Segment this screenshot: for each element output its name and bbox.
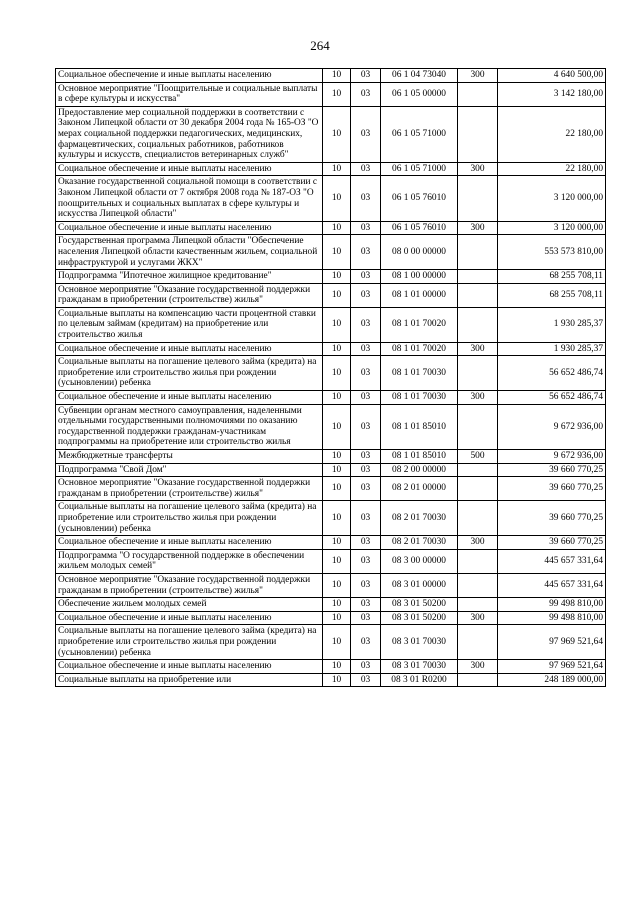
expense-type-code-cell [458, 283, 498, 307]
expense-type-code-cell: 500 [458, 450, 498, 464]
target-article-code-cell: 08 0 00 00000 [381, 235, 458, 270]
section-code-cell: 10 [323, 391, 351, 405]
section-code-cell: 10 [323, 82, 351, 106]
amount-cell: 248 189 000,00 [498, 673, 606, 687]
section-code-cell: 10 [323, 673, 351, 687]
table-row [56, 69, 606, 83]
budget-table-body [56, 69, 606, 687]
amount-cell: 4 640 500,00 [498, 69, 606, 83]
target-article-code-cell: 06 1 04 73040 [381, 69, 458, 83]
table-row [56, 463, 606, 477]
table-row [56, 235, 606, 270]
target-article-code-cell: 08 1 01 00000 [381, 283, 458, 307]
subsection-code-cell: 03 [351, 501, 381, 536]
target-article-code-cell: 06 1 05 00000 [381, 82, 458, 106]
expense-type-code-cell: 300 [458, 69, 498, 83]
expense-type-code-cell [458, 501, 498, 536]
amount-cell: 39 660 770,25 [498, 463, 606, 477]
subsection-code-cell: 03 [351, 611, 381, 625]
subsection-code-cell: 03 [351, 82, 381, 106]
budget-table [55, 68, 606, 687]
section-code-cell: 10 [323, 235, 351, 270]
section-code-cell: 10 [323, 611, 351, 625]
expenditure-name-cell: Социальное обеспечение и иные выплаты населению [56, 611, 323, 625]
amount-cell: 56 652 486,74 [498, 356, 606, 391]
expense-type-code-cell [458, 270, 498, 284]
target-article-code-cell: 08 2 01 70030 [381, 536, 458, 550]
table-row [56, 598, 606, 612]
table-row [56, 673, 606, 687]
expenditure-name-cell: Социальное обеспечение и иные выплаты населению [56, 69, 323, 83]
section-code-cell: 10 [323, 404, 351, 449]
amount-cell: 553 573 810,00 [498, 235, 606, 270]
section-code-cell: 10 [323, 270, 351, 284]
table-row [56, 307, 606, 342]
expenditure-name-cell: Социальные выплаты на компенсацию части процентной ставки по целевым займам (кредитам) на приобретение или строительство жилья [56, 307, 323, 342]
amount-cell: 1 930 285,37 [498, 342, 606, 356]
expenditure-name-cell: Обеспечение жильем молодых семей [56, 598, 323, 612]
target-article-code-cell: 08 2 01 00000 [381, 477, 458, 501]
table-row [56, 573, 606, 597]
subsection-code-cell: 03 [351, 404, 381, 449]
expense-type-code-cell [458, 549, 498, 573]
subsection-code-cell: 03 [351, 342, 381, 356]
table-row [56, 391, 606, 405]
amount-cell: 9 672 936,00 [498, 404, 606, 449]
section-code-cell: 10 [323, 501, 351, 536]
target-article-code-cell: 08 1 01 85010 [381, 450, 458, 464]
amount-cell: 9 672 936,00 [498, 450, 606, 464]
expenditure-name-cell: Основное мероприятие "Поощрительные и социальные выплаты в сфере культуры и искусства" [56, 82, 323, 106]
target-article-code-cell: 08 3 01 50200 [381, 598, 458, 612]
amount-cell: 22 180,00 [498, 162, 606, 176]
amount-cell: 22 180,00 [498, 106, 606, 162]
expenditure-name-cell: Социальные выплаты на приобретение или [56, 673, 323, 687]
amount-cell: 3 120 000,00 [498, 221, 606, 235]
subsection-code-cell: 03 [351, 549, 381, 573]
subsection-code-cell: 03 [351, 391, 381, 405]
amount-cell: 97 969 521,64 [498, 660, 606, 674]
expense-type-code-cell [458, 673, 498, 687]
section-code-cell: 10 [323, 342, 351, 356]
expense-type-code-cell: 300 [458, 391, 498, 405]
expenditure-name-cell: Предоставление мер социальной поддержки в соответствии с Законом Липецкой области от 30 декабря 2004 года № 165-ОЗ "О мерах социальной поддержки педагогических, медицинских, фармацевтических, социальных работников, работников культуры и искусств, специалистов ветеринарных служб" [56, 106, 323, 162]
expenditure-name-cell: Социальное обеспечение и иные выплаты населению [56, 391, 323, 405]
table-row [56, 549, 606, 573]
amount-cell: 39 660 770,25 [498, 536, 606, 550]
table-row [56, 477, 606, 501]
expenditure-name-cell: Подпрограмма "О государственной поддержке в обеспечении жильем молодых семей" [56, 549, 323, 573]
amount-cell: 39 660 770,25 [498, 477, 606, 501]
target-article-code-cell: 08 3 01 R0200 [381, 673, 458, 687]
subsection-code-cell: 03 [351, 536, 381, 550]
expenditure-name-cell: Социальное обеспечение и иные выплаты населению [56, 342, 323, 356]
expenditure-name-cell: Социальное обеспечение и иные выплаты населению [56, 660, 323, 674]
expense-type-code-cell [458, 598, 498, 612]
target-article-code-cell: 08 1 01 85010 [381, 404, 458, 449]
expense-type-code-cell [458, 235, 498, 270]
target-article-code-cell: 08 2 00 00000 [381, 463, 458, 477]
section-code-cell: 10 [323, 162, 351, 176]
section-code-cell: 10 [323, 549, 351, 573]
table-row [56, 162, 606, 176]
expense-type-code-cell [458, 106, 498, 162]
subsection-code-cell: 03 [351, 176, 381, 221]
section-code-cell: 10 [323, 221, 351, 235]
target-article-code-cell: 08 2 01 70030 [381, 501, 458, 536]
subsection-code-cell: 03 [351, 106, 381, 162]
expenditure-name-cell: Социальные выплаты на погашение целевого займа (кредита) на приобретение или строительство жилья при рождении (усыновлении) ребенка [56, 356, 323, 391]
expenditure-name-cell: Социальное обеспечение и иные выплаты населению [56, 536, 323, 550]
target-article-code-cell: 08 3 01 00000 [381, 573, 458, 597]
page-number: 264 [310, 38, 330, 53]
target-article-code-cell: 08 1 00 00000 [381, 270, 458, 284]
section-code-cell: 10 [323, 463, 351, 477]
subsection-code-cell: 03 [351, 450, 381, 464]
expenditure-name-cell: Оказание государственной социальной помощи в соответствии с Законом Липецкой области от 7 октября 2008 года № 187-ОЗ "О поощрительных и социальных выплатах в сфере культуры и искусства Липецкой области" [56, 176, 323, 221]
amount-cell: 68 255 708,11 [498, 270, 606, 284]
target-article-code-cell: 08 3 01 70030 [381, 660, 458, 674]
expenditure-name-cell: Основное мероприятие "Оказание государственной поддержки гражданам в приобретении (строительстве) жилья" [56, 283, 323, 307]
expense-type-code-cell: 300 [458, 221, 498, 235]
expenditure-name-cell: Основное мероприятие "Оказание государственной поддержки гражданам в приобретении (строительстве) жилья" [56, 573, 323, 597]
target-article-code-cell: 06 1 05 76010 [381, 221, 458, 235]
expenditure-name-cell: Социальные выплаты на погашение целевого займа (кредита) на приобретение или строительство жилья при рождении (усыновлении) ребенка [56, 625, 323, 660]
expenditure-name-cell: Социальное обеспечение и иные выплаты населению [56, 221, 323, 235]
target-article-code-cell: 08 3 00 00000 [381, 549, 458, 573]
section-code-cell: 10 [323, 450, 351, 464]
target-article-code-cell: 08 1 01 70020 [381, 342, 458, 356]
section-code-cell: 10 [323, 477, 351, 501]
subsection-code-cell: 03 [351, 673, 381, 687]
expense-type-code-cell [458, 463, 498, 477]
amount-cell: 99 498 810,00 [498, 598, 606, 612]
amount-cell: 3 120 000,00 [498, 176, 606, 221]
section-code-cell: 10 [323, 106, 351, 162]
subsection-code-cell: 03 [351, 283, 381, 307]
section-code-cell: 10 [323, 660, 351, 674]
table-row [56, 356, 606, 391]
amount-cell: 39 660 770,25 [498, 501, 606, 536]
section-code-cell: 10 [323, 573, 351, 597]
expense-type-code-cell: 300 [458, 660, 498, 674]
subsection-code-cell: 03 [351, 270, 381, 284]
section-code-cell: 10 [323, 625, 351, 660]
section-code-cell: 10 [323, 536, 351, 550]
target-article-code-cell: 08 1 01 70030 [381, 391, 458, 405]
expenditure-name-cell: Социальное обеспечение и иные выплаты населению [56, 162, 323, 176]
amount-cell: 99 498 810,00 [498, 611, 606, 625]
expense-type-code-cell [458, 573, 498, 597]
target-article-code-cell: 08 3 01 50200 [381, 611, 458, 625]
table-row [56, 270, 606, 284]
table-row [56, 283, 606, 307]
expense-type-code-cell: 300 [458, 342, 498, 356]
table-row [56, 342, 606, 356]
expense-type-code-cell [458, 176, 498, 221]
expenditure-name-cell: Социальные выплаты на погашение целевого займа (кредита) на приобретение или строительство жилья при рождении (усыновлении) ребенка [56, 501, 323, 536]
expenditure-name-cell: Государственная программа Липецкой области "Обеспечение населения Липецкой области качественным жильем, социальной инфраструктурой и услугами ЖКХ" [56, 235, 323, 270]
table-row [56, 450, 606, 464]
amount-cell: 1 930 285,37 [498, 307, 606, 342]
target-article-code-cell: 06 1 05 71000 [381, 162, 458, 176]
expense-type-code-cell [458, 82, 498, 106]
expense-type-code-cell: 300 [458, 162, 498, 176]
expense-type-code-cell: 300 [458, 536, 498, 550]
subsection-code-cell: 03 [351, 463, 381, 477]
table-row [56, 176, 606, 221]
section-code-cell: 10 [323, 283, 351, 307]
expense-type-code-cell [458, 477, 498, 501]
section-code-cell: 10 [323, 69, 351, 83]
subsection-code-cell: 03 [351, 307, 381, 342]
subsection-code-cell: 03 [351, 625, 381, 660]
target-article-code-cell: 08 1 01 70020 [381, 307, 458, 342]
subsection-code-cell: 03 [351, 573, 381, 597]
amount-cell: 97 969 521,64 [498, 625, 606, 660]
target-article-code-cell: 08 3 01 70030 [381, 625, 458, 660]
table-row [56, 611, 606, 625]
table-row [56, 404, 606, 449]
subsection-code-cell: 03 [351, 221, 381, 235]
table-row [56, 221, 606, 235]
section-code-cell: 10 [323, 598, 351, 612]
amount-cell: 3 142 180,00 [498, 82, 606, 106]
amount-cell: 445 657 331,64 [498, 549, 606, 573]
table-row [56, 82, 606, 106]
subsection-code-cell: 03 [351, 477, 381, 501]
subsection-code-cell: 03 [351, 69, 381, 83]
table-row [56, 501, 606, 536]
table-row [56, 106, 606, 162]
table-row [56, 536, 606, 550]
expense-type-code-cell [458, 356, 498, 391]
subsection-code-cell: 03 [351, 162, 381, 176]
amount-cell: 56 652 486,74 [498, 391, 606, 405]
target-article-code-cell: 08 1 01 70030 [381, 356, 458, 391]
section-code-cell: 10 [323, 176, 351, 221]
target-article-code-cell: 06 1 05 76010 [381, 176, 458, 221]
expenditure-name-cell: Подпрограмма "Ипотечное жилищное кредитование" [56, 270, 323, 284]
section-code-cell: 10 [323, 307, 351, 342]
expenditure-name-cell: Субвенции органам местного самоуправления, наделенными отдельными государственными полномочиями по оказанию государственной поддержки гражданам-участникам подпрограммы на приобретение или строительство жилья [56, 404, 323, 449]
subsection-code-cell: 03 [351, 598, 381, 612]
section-code-cell: 10 [323, 356, 351, 391]
expense-type-code-cell [458, 625, 498, 660]
table-row [56, 660, 606, 674]
expenditure-name-cell: Основное мероприятие "Оказание государственной поддержки гражданам в приобретении (строительстве) жилья" [56, 477, 323, 501]
amount-cell: 445 657 331,64 [498, 573, 606, 597]
expense-type-code-cell: 300 [458, 611, 498, 625]
expense-type-code-cell [458, 404, 498, 449]
expenditure-name-cell: Межбюджетные трансферты [56, 450, 323, 464]
amount-cell: 68 255 708,11 [498, 283, 606, 307]
expense-type-code-cell [458, 307, 498, 342]
expenditure-name-cell: Подпрограмма "Свой Дом" [56, 463, 323, 477]
subsection-code-cell: 03 [351, 356, 381, 391]
subsection-code-cell: 03 [351, 235, 381, 270]
subsection-code-cell: 03 [351, 660, 381, 674]
target-article-code-cell: 06 1 05 71000 [381, 106, 458, 162]
table-row [56, 625, 606, 660]
